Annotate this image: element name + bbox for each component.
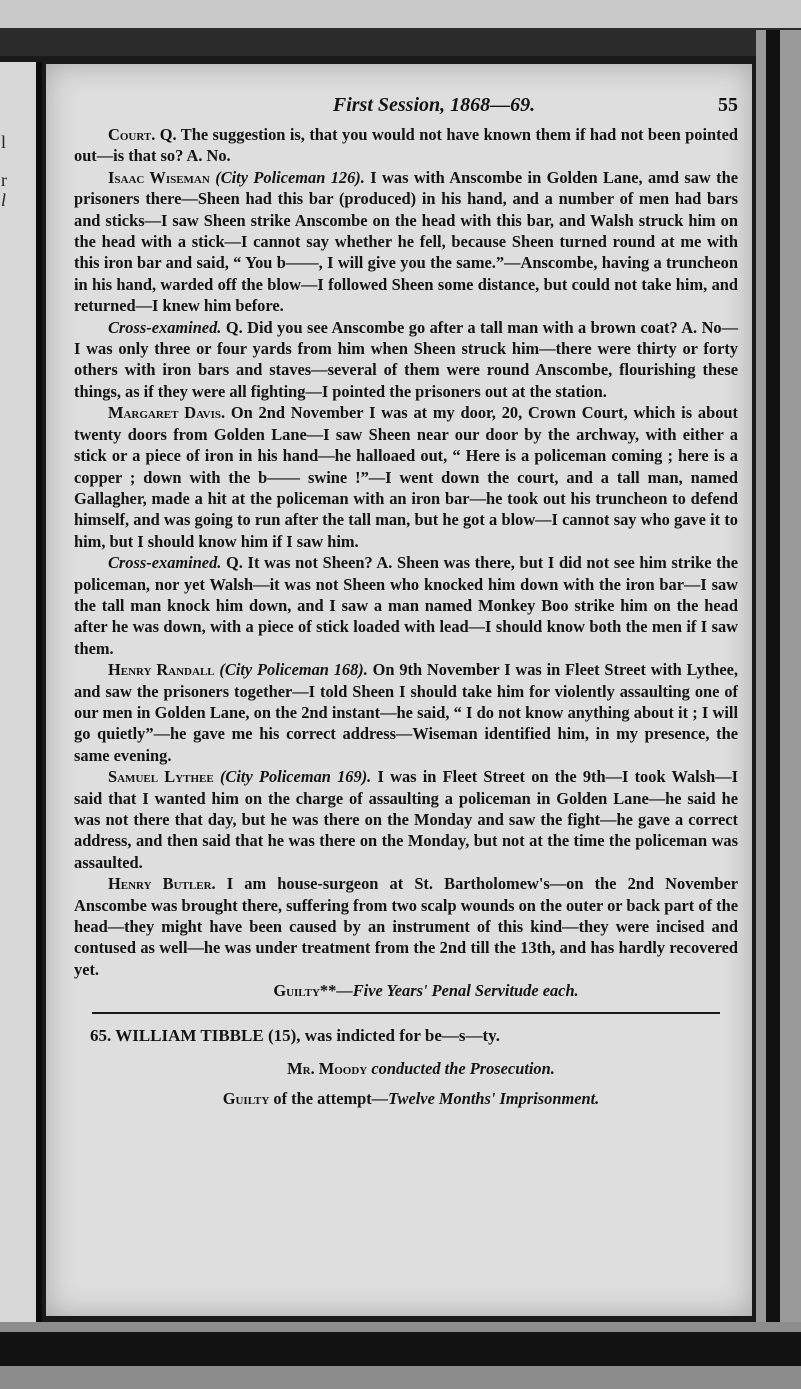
page-number: 55: [718, 94, 738, 116]
case-outcome: [74, 1088, 738, 1110]
cross-examined-label: Cross-examined.: [108, 553, 222, 573]
outcome-guilty: Guilty: [222, 1089, 270, 1109]
prosecution-line: [74, 1058, 738, 1080]
scan-right-edge: [756, 30, 801, 1370]
testimony-paragraph: [74, 402, 738, 552]
case-number: 65.: [90, 1026, 112, 1046]
testimony-text: On 2nd November I was at my door, 20, Crown Court, which is about twenty doors from Golden Lane—I saw Sheen near our door by the archway, with either a stick or a piece of iron in his hand—he halloaed out, “ Here is a policeman coming ; here is a copper ; down with the b—— swine !”—I went down the court, and a tall man, named Gallagher, made a hit at the policeman with an iron bar—he took out his truncheon to defend himself, and was going to run after the tall man, but he got a blow—I cannot say who gave it to him, but I should know him if I saw him.: [74, 403, 738, 551]
testimony-text: I was with Anscombe in Golden Lane, amd saw the prisoners there—Sheen had this bar (produced) in his hand, and a number of men had bars and sticks—I saw Sheen strike Anscombe on the head with this bar, and Walsh struck him on the head with a stick—I cannot say whether he fell, because Sheen turned round at me with this iron bar and said, “ You b——, I will give you the same.”—Anscombe, having a truncheon in his hand, warded off the blow—I followed Sheen some distance, but could not take him, and returned—I knew him before.: [74, 167, 738, 316]
testimony-paragraph: [74, 766, 738, 873]
testimony-text: I am house-surgeon at St. Bartholomew's—on the 2nd November Anscombe was brought there, suffering from two scalp wounds on the outer or back part of the head—they might have been caused by an instrument of this kind—they were incised and contused as well—he was under treatment from the 2nd till the 13th, and has hardly recovered yet.: [74, 874, 738, 979]
book-page: [46, 64, 752, 1316]
speaker-role: (City Policeman 169).: [219, 767, 372, 787]
speaker-role: (City Policeman 126).: [215, 167, 365, 187]
speaker-role: (City Policeman 168).: [219, 660, 368, 680]
cross-examined-label: Cross-examined.: [108, 317, 222, 337]
case-indictment: WILLIAM TIBBLE (15), was indicted for be—s—ty.: [115, 1026, 500, 1046]
testimony-text: Q. Did you see Anscombe go after a tall man with a brown coat? A. No—I was only three or four yards from him when Sheen struck him—there were thirty or forty others with iron bars and staves—several of them were round Anscombe, flourishing these things, as if they were all fighting—I pointed the prisoners out at the station.: [74, 317, 738, 401]
scan-right-strip: [766, 30, 780, 1370]
testimony-text: I was in Fleet Street on the 9th—I took Walsh—I said that I wanted him on the charge of assaulting a policeman in Golden Lane—he said he was not there that day, but he was there on the Monday and saw the fight—he gave a correct address, and then said that he was there on the Monday, but not at the time the policeman was assaulted.: [74, 767, 738, 872]
speaker-name: Henry Randall: [108, 660, 215, 680]
testimony-paragraph: [74, 552, 738, 659]
scan-bottom-edge: [0, 1322, 801, 1389]
outcome-sentence: —Twelve Months' Imprisonment.: [371, 1089, 600, 1109]
testimony-paragraph: [74, 317, 738, 403]
facing-page-fragment: l: [1, 132, 7, 152]
speaker-name: Margaret Davis.: [108, 403, 226, 423]
prosecution-text: conducted the Prosecution.: [371, 1059, 555, 1079]
case-divider: [92, 1012, 720, 1014]
running-head: [74, 94, 738, 124]
verdict-guilty: Guilty**: [273, 981, 337, 1001]
verdict-line: [74, 980, 738, 1002]
testimony-text: Q. The suggestion is, that you would not have known them if had not been pointed out—is that so? A. No.: [74, 125, 738, 166]
facing-page-fragment: r: [1, 170, 7, 190]
facing-page-fragment: l: [1, 190, 7, 210]
scan-binding-shadow: [0, 28, 801, 56]
speaker-name: Samuel Lythee: [108, 767, 214, 787]
testimony-text: On 9th November I was in Fleet Street with Lythee, and saw the prisoners together—I told Sheen I should take him for violently assaulting one of our men in Golden Lane, on the 2nd instant—he said, “ I do not know anything about it ; I will go quietly”—he gave me his correct address—Wiseman identified him, in my presence, the same evening.: [74, 660, 738, 765]
case-heading: [74, 1024, 738, 1048]
scan-bottom-strip: [0, 1332, 801, 1366]
running-head-title: First Session, 1868—69.: [332, 94, 536, 116]
speaker-name: Isaac Wiseman: [108, 167, 210, 187]
facing-page-edge: [0, 62, 42, 1322]
testimony-paragraph: [74, 659, 738, 766]
verdict-sentence: —Five Years' Penal Servitude each.: [336, 981, 579, 1001]
speaker-name: Henry Butler.: [108, 874, 216, 894]
page-content: [74, 94, 738, 1110]
speaker-name: Court.: [108, 125, 156, 144]
outcome-text: of the attempt: [273, 1089, 372, 1109]
testimony-paragraph: [74, 167, 738, 317]
testimony-paragraph: [74, 873, 738, 980]
testimony-paragraph: [74, 124, 738, 167]
prosecution-counsel: Mr. Moody: [287, 1059, 368, 1079]
testimony-text: Q. It was not Sheen? A. Sheen was there, but I did not see him strike the policeman, nor yet Walsh—it was not Sheen who knocked him down with the iron bar—I saw the tall man knock him down, and I saw a man named Monkey Boo strike him on the head after he was down, with a piece of stick loaded with lead—I should know both the men if I saw them.: [74, 553, 738, 658]
